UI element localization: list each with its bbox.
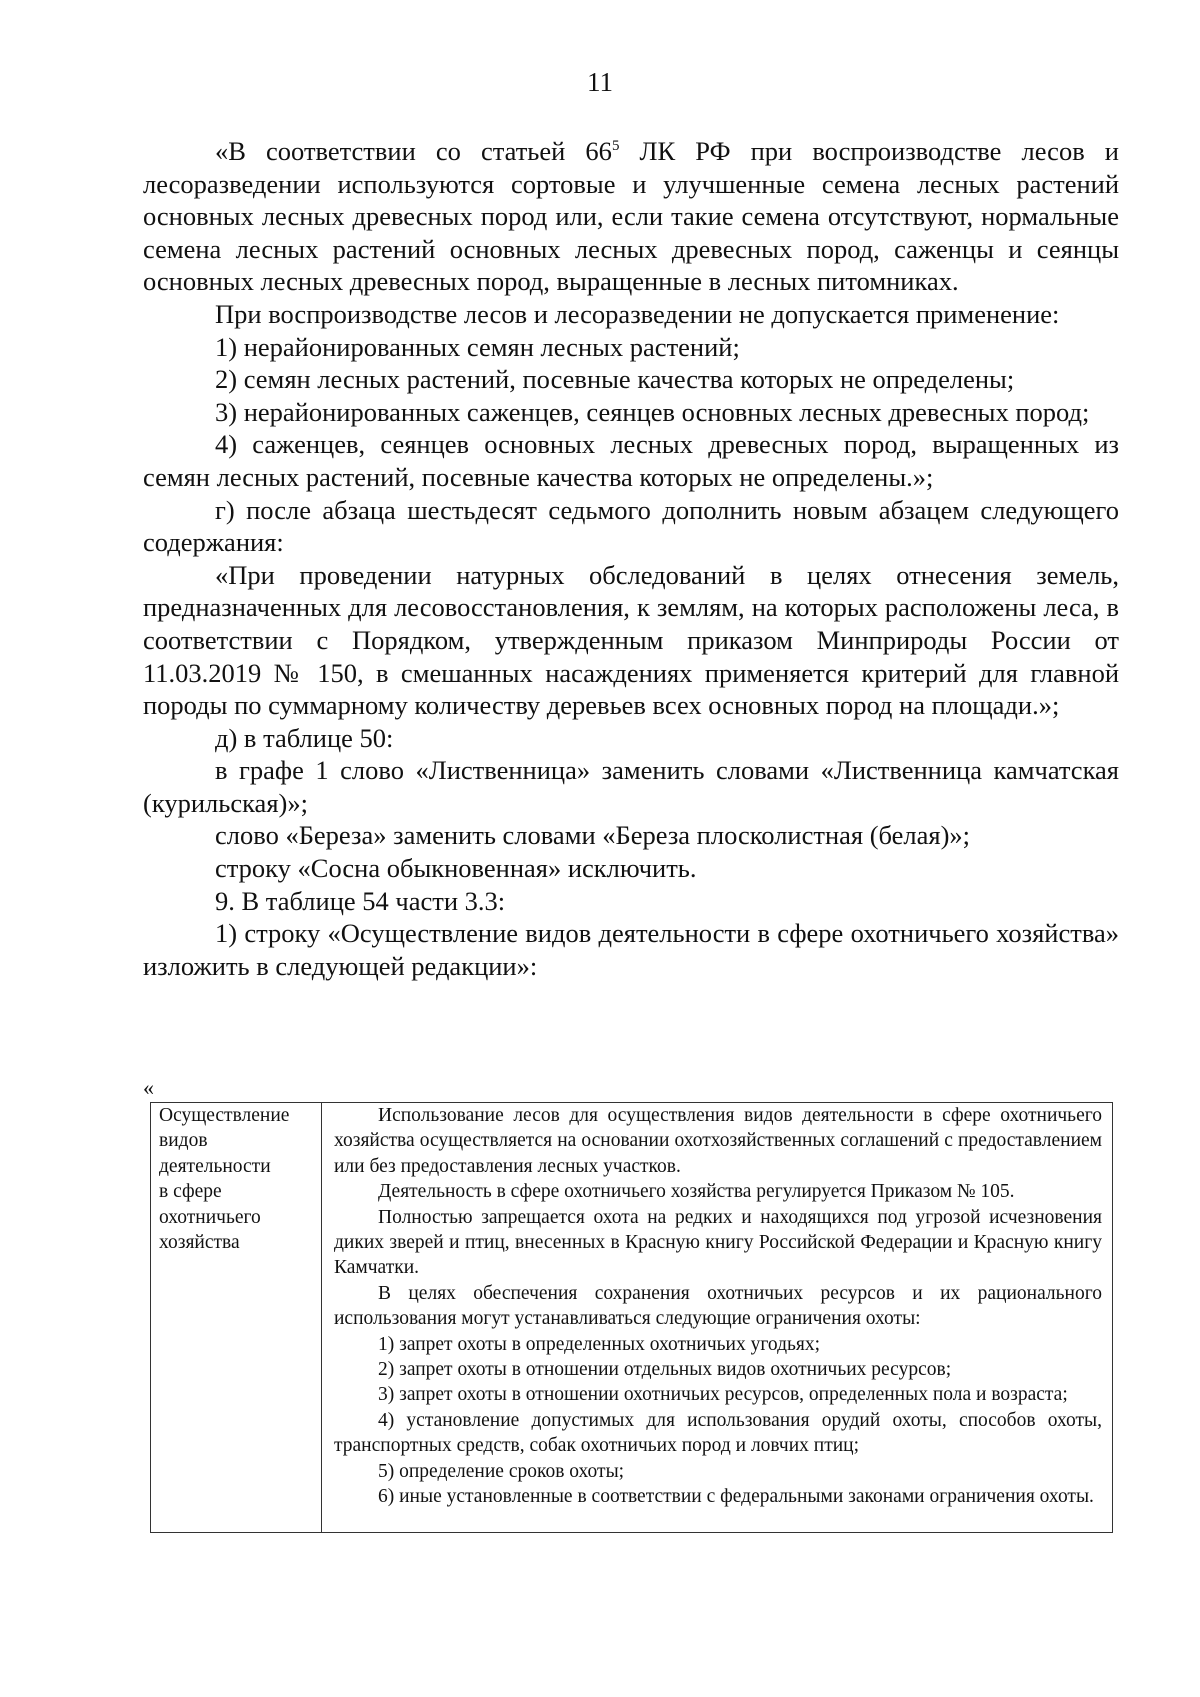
table-list-item: 6) иные установленные в соответствии с федеральными законами ограничения охоты. [378, 1486, 1094, 1508]
table-row [151, 1103, 1113, 1533]
activity-cell [151, 1103, 322, 1533]
paragraph: слово «Береза» заменить словами «Береза плосколистная (белая)»; [215, 820, 971, 851]
paragraph: 9. В таблице 54 части 3.3: [215, 885, 506, 916]
hunting-table [150, 1102, 1113, 1533]
activity-line: в сфере [159, 1181, 222, 1203]
superscript: 5 [611, 138, 620, 155]
paragraph: 1) строку «Осуществление видов деятельности в сфере охотничьего хозяйства» изложить в следующей редакции»: [143, 918, 1119, 981]
paragraph: «При проведении натурных обследований в целях отнесения земель, предназначенных для лесовосстановления, к землям, на которых расположены леса, в соответствии с Порядком, утвержденным приказом Минприроды России от 11.03.2019 № 150, в смешанных насаждениях применяется критерий для главной породы по суммарному количеству деревьев всех основных пород на площади.»; [143, 559, 1119, 721]
activity-line: деятельности [159, 1155, 271, 1177]
activity-line: охотничьего [159, 1206, 261, 1228]
list-item: 2) семян лесных растений, посевные качества которых не определены; [215, 364, 1015, 395]
table-paragraph: Деятельность в сфере охотничьего хозяйства регулируется Приказом № 105. [378, 1181, 1015, 1203]
table-paragraph: Использование лесов для осуществления видов деятельности в сфере охотничьего хозяйства осуществляется на основании охотхозяйственных соглашений с предоставлением или без предоставления лесных участков. [334, 1105, 1102, 1177]
activity-line: Осуществление [159, 1105, 290, 1126]
paragraph: в графе 1 слово «Лиственница» заменить словами «Лиственница камчатская (курильская)»; [143, 755, 1119, 818]
opening-quote: « [143, 1075, 154, 1100]
document-body [143, 135, 1119, 982]
paragraph-text: ЛК РФ при воспроизводстве лесов и лесоразведении используются сортовые и улучшенные семена лесных растений основных лесных древесных пород или, если такие семена отсутствуют, нормальные семена лесных растений основных лесных древесных пород, саженцы и сеянцы основных лесных древесных пород, выращенные в лесных питомниках. [143, 136, 1119, 297]
table-list-item: 1) запрет охоты в определенных охотничьих угодьях; [378, 1333, 821, 1355]
table-list-item: 3) запрет охоты в отношении охотничьих ресурсов, определенных пола и возраста; [378, 1384, 1068, 1406]
content-cell [322, 1103, 1113, 1533]
paragraph: д) в таблице 50: [215, 722, 394, 753]
table-list-item: 5) определение сроков охоты; [378, 1460, 625, 1482]
paragraph: строку «Сосна обыкновенная» исключить. [215, 853, 697, 884]
table-paragraph: В целях обеспечения сохранения охотничьих ресурсов и их рационального использования могут устанавливаться следующие ограничения охоты: [334, 1282, 1102, 1330]
activity-line: хозяйства [159, 1232, 240, 1254]
paragraph: г) после абзаца шестьдесят седьмого дополнить новым абзацем следующего содержания: [143, 494, 1119, 558]
paragraph-seeds-rule [143, 135, 1119, 298]
list-item: 3) нерайонированных саженцев, сеянцев основных лесных древесных пород; [215, 396, 1090, 427]
table-paragraph: Полностью запрещается охота на редких и находящихся под угрозой исчезновения диких зверей и птиц, внесенных в Красную книгу Российской Федерации и Красную книгу Камчатки. [334, 1206, 1102, 1279]
activity-line: видов [159, 1130, 208, 1152]
paragraph-text: «В соответствии со статьей 66 [215, 136, 612, 166]
paragraph: При воспроизводстве лесов и лесоразведении не допускается применение: [215, 298, 1060, 329]
table-list-item: 2) запрет охоты в отношении отдельных видов охотничьих ресурсов; [378, 1359, 952, 1381]
list-item: 1) нерайонированных семян лесных растений; [215, 331, 740, 362]
list-item: 4) саженцев, сеянцев основных лесных древесных пород, выращенных из семян лесных растений, посевные качества которых не определены.»; [143, 429, 1119, 492]
table-list-item: 4) установление допустимых для использования орудий охоты, способов охоты, транспортных средств, собак охотничьих пород и ловчих птиц; [334, 1409, 1102, 1457]
page-number: 11 [587, 67, 613, 97]
